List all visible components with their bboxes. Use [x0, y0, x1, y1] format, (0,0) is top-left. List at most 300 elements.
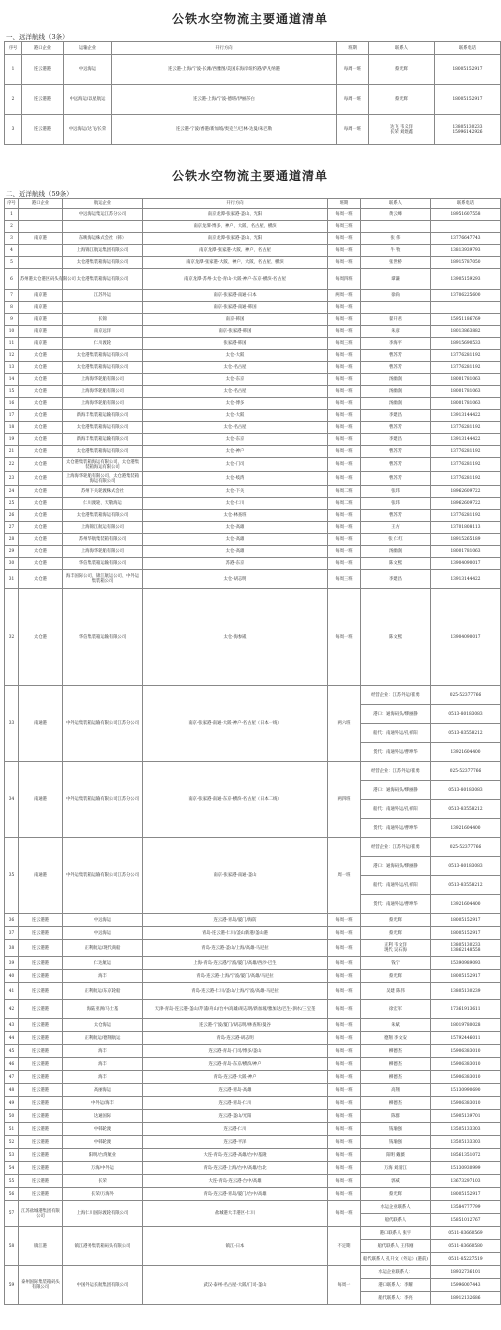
- cell-port: 连云港港: [19, 1084, 63, 1097]
- cell-schedule: 每周一班: [328, 1045, 361, 1058]
- table-row: [5, 970, 501, 983]
- cell-company: 苏州华航集装箱有限公司: [63, 534, 143, 546]
- cell-schedule: 每周三班: [328, 221, 361, 233]
- cell-contact: 李建昌: [361, 410, 431, 422]
- doc2-section-title: 二、近洋航线（59条）: [6, 190, 73, 198]
- cell-schedule: 每周一班: [328, 434, 361, 446]
- cell-no: 35: [5, 838, 19, 914]
- cell-route: 连云港-釜山/光阳: [143, 1110, 328, 1123]
- cell-phone: 18001781063: [431, 374, 501, 386]
- cell-no: 58: [5, 1227, 19, 1266]
- table-row: [5, 1201, 501, 1214]
- cell-port: 连云港港: [19, 1071, 63, 1084]
- column-header-route: 开行方向: [143, 199, 328, 209]
- cell-route: 南京龙潭-张家港-大阪、神户、名古屋: [143, 245, 328, 257]
- cell-company: 苏州下关轮渡株式会社: [63, 486, 143, 498]
- cell-contact: 曹苏芳: [361, 446, 431, 458]
- table-row: [5, 398, 501, 410]
- cell-contact: 港口：通海码头/缪丽静: [361, 781, 431, 800]
- cell-no: 2: [5, 221, 19, 233]
- cell-company: 中远海运/达飞/长荣: [64, 115, 112, 145]
- cell-route: 太仓-岐湾: [143, 472, 328, 486]
- cell-no: 2: [5, 85, 22, 115]
- column-header-port: 港口企业: [19, 199, 63, 209]
- column-header-phone: 联系电话: [431, 199, 501, 209]
- cell-schedule: 每周一班: [328, 1188, 361, 1201]
- cell-schedule: 每周一班: [328, 446, 361, 458]
- cell-company: 中远海运集运江苏分公司: [63, 209, 143, 221]
- doc2-table: [4, 198, 501, 1305]
- cell-no: 29: [5, 546, 19, 558]
- cell-schedule: 每周一班: [328, 350, 361, 362]
- cell-schedule: 每周一班: [328, 589, 361, 686]
- cell-route: 太仓-高雄: [143, 522, 328, 534]
- cell-company: [63, 221, 143, 233]
- table-row: [5, 762, 501, 781]
- cell-phone: 15130990690: [431, 1084, 501, 1097]
- cell-no: 23: [5, 472, 19, 486]
- cell-company: 达通国际: [63, 1110, 143, 1123]
- cell-no: 1: [5, 55, 22, 85]
- cell-no: 59: [5, 1266, 19, 1305]
- cell-phone: 13805130233 13862148558: [431, 940, 501, 957]
- table-row: [5, 55, 501, 85]
- cell-company: 上海海华轮船有限公司: [63, 546, 143, 558]
- cell-port: 连云港港: [19, 1000, 63, 1019]
- cell-company: 镇江港务集装箱码头有限公司: [63, 1227, 143, 1266]
- cell-schedule: 每周一班: [328, 374, 361, 386]
- cell-phone: 18932736101: [431, 1266, 501, 1279]
- cell-no: 10: [5, 326, 19, 338]
- cell-schedule: 每周一班: [328, 983, 361, 1000]
- cell-schedule: 每周一班: [328, 362, 361, 374]
- cell-phone: 13805130233 15996142926: [435, 115, 501, 145]
- cell-port: 南通港: [19, 762, 63, 838]
- table-row: [5, 209, 501, 221]
- cell-route: 南京-张家港-南通-大阪-神户-名古屋（日本一线）: [143, 686, 328, 762]
- cell-contact: 正利 韦文洋 现代 吴石海: [361, 940, 431, 957]
- cell-route: 连云港-上海/宁波-德班/伊丽莎白: [112, 85, 337, 115]
- cell-contact: 船代联系人：李亮: [361, 1292, 431, 1305]
- table-row: [5, 458, 501, 472]
- cell-phone: 18005152917: [431, 914, 501, 927]
- cell-port: 连云港港: [22, 55, 64, 85]
- cell-contact: 张 伟: [361, 233, 431, 245]
- table-row: [5, 472, 501, 486]
- cell-company: 正利航运/东京轮船: [63, 983, 143, 1000]
- cell-contact: 水运企业联系人：: [361, 1266, 431, 1279]
- table-row: [5, 410, 501, 422]
- cell-schedule: 每周一班: [328, 1058, 361, 1071]
- cell-port: 太仓港: [19, 410, 63, 422]
- cell-route: 连云港-上海/宁波-长滩/西雅图/美国东海岸纽约港/萨凡纳港: [112, 55, 337, 85]
- cell-schedule: 每周一班: [328, 558, 361, 570]
- cell-contact: 王方: [361, 522, 431, 534]
- cell-schedule: 每周一班: [328, 257, 361, 269]
- cell-company: 太仓港集装箱海运有限公司: [63, 350, 143, 362]
- cell-no: 36: [5, 914, 19, 927]
- cell-contact: 汤幽润: [361, 374, 431, 386]
- cell-no: 47: [5, 1071, 19, 1084]
- cell-company: 上海海华轮船有限公司、太仓港集装箱海运有限公司: [63, 472, 143, 486]
- cell-contact: 港口：通海码头/缪丽静: [361, 705, 431, 724]
- cell-contact: 张世桥: [361, 257, 431, 269]
- cell-company: 上海海华轮船有限公司: [63, 386, 143, 398]
- cell-phone: 15906383010: [431, 1058, 501, 1071]
- cell-contact: 吴建 陈伟: [361, 983, 431, 1000]
- cell-phone: 0511-83660580: [431, 1240, 501, 1253]
- cell-port: 太仓港: [19, 446, 63, 458]
- cell-contact: 船代：南通外运/孔祥阳: [361, 724, 431, 743]
- table-row: [5, 326, 501, 338]
- cell-port: 连云港港: [19, 983, 63, 1000]
- cell-contact: 陈文熙: [361, 558, 431, 570]
- cell-no: 3: [5, 233, 19, 245]
- cell-no: 40: [5, 970, 19, 983]
- column-header-company: 运输企业: [64, 42, 112, 55]
- cell-contact: 陈文熙: [361, 589, 431, 686]
- cell-schedule: 每周二班: [328, 486, 361, 498]
- cell-no: 19: [5, 434, 19, 446]
- cell-port: 连云港港: [19, 1175, 63, 1188]
- cell-contact: 高翔: [361, 1084, 431, 1097]
- cell-phone: 0511-83660569: [431, 1227, 501, 1240]
- cell-no: 9: [5, 314, 19, 326]
- cell-schedule: 每周一班: [337, 85, 369, 115]
- cell-route: 青岛-连云港-青岛/厦门/台中/高雄: [143, 1188, 328, 1201]
- table-row: [5, 350, 501, 362]
- cell-contact: 汤幽润: [361, 386, 431, 398]
- cell-phone: 15951186769: [431, 314, 501, 326]
- cell-contact: 柳德杰: [361, 1058, 431, 1071]
- cell-port: 太仓港: [19, 362, 63, 374]
- cell-schedule: 每周一班: [328, 233, 361, 245]
- cell-port: [19, 245, 63, 257]
- table-row: [5, 434, 501, 446]
- cell-contact: 张玮: [361, 498, 431, 510]
- cell-schedule: 两六班: [328, 686, 361, 762]
- table-row: [5, 686, 501, 705]
- cell-company: 中韩轮渡: [63, 1123, 143, 1136]
- cell-port: 南京港: [19, 326, 63, 338]
- cell-company: 上海锦江航运集团有限公司: [63, 245, 143, 257]
- cell-company: 中远海运/以星航运: [64, 85, 112, 115]
- cell-route: 南京-张家港-韩国: [143, 326, 328, 338]
- cell-company: 东映海运株式会社（韩）: [63, 233, 143, 245]
- cell-schedule: 每周一班: [328, 1032, 361, 1045]
- cell-contact: 牛 牧: [361, 245, 431, 257]
- cell-contact: 徐尚: [361, 290, 431, 302]
- cell-port: 太仓港: [19, 486, 63, 498]
- doc2-title: 公铁水空物流主要通道清单: [171, 169, 328, 183]
- cell-route: 南京龙潭-张家港-大阪、神户、大阪、名古屋、横滨: [143, 257, 328, 269]
- cell-route: 连云港-青岛-门司/博多/釜山: [143, 1045, 328, 1058]
- cell-company: 阳明/台湾航业: [63, 1149, 143, 1162]
- cell-contact: 货代：南通外运/曹坤华: [361, 895, 431, 914]
- cell-port: 连云港港: [22, 115, 64, 145]
- cell-phone: 13904090017: [431, 589, 501, 686]
- cell-company: 太仓港集装箱海运有限公司: [63, 257, 143, 269]
- table-row: [5, 1266, 501, 1279]
- cell-phone: 13921604400: [431, 743, 501, 762]
- cell-port: 连云港港: [19, 970, 63, 983]
- cell-schedule: 每周一班: [328, 927, 361, 940]
- cell-no: 16: [5, 398, 19, 410]
- cell-phone: 13805130239: [431, 983, 501, 1000]
- cell-schedule: 每周一班: [328, 326, 361, 338]
- cell-port: 太仓港: [19, 498, 63, 510]
- table-row: [5, 1000, 501, 1019]
- cell-phone: 18001781063: [431, 398, 501, 410]
- cell-phone: 18005152917: [431, 970, 501, 983]
- cell-company: 上海海华轮船有限公司: [63, 398, 143, 410]
- cell-no: 33: [5, 686, 19, 762]
- cell-company: 太仓港集装箱海运有限公司: [63, 422, 143, 434]
- cell-port: [19, 209, 63, 221]
- cell-port: 南京港: [19, 302, 63, 314]
- table-row: [5, 1162, 501, 1175]
- cell-phone: 15130930999: [431, 1162, 501, 1175]
- cell-route: 青岛-连云港-上海/宁波/厦门/高雄/马尼拉: [143, 970, 328, 983]
- cell-phone: 18912132686: [431, 1292, 501, 1305]
- cell-schedule: 两周一班: [328, 290, 361, 302]
- cell-contact: 张玮: [361, 486, 431, 498]
- cell-no: 43: [5, 1019, 19, 1032]
- cell-contact: 德翔 李文安: [361, 1032, 431, 1045]
- cell-no: 11: [5, 338, 19, 350]
- cell-no: 54: [5, 1162, 19, 1175]
- cell-port: 连云港港: [19, 1032, 63, 1045]
- cell-phone: 18005152917: [431, 1188, 501, 1201]
- cell-phone: 13776281192: [431, 472, 501, 486]
- cell-schedule: 每周一班: [328, 209, 361, 221]
- cell-phone: 15905139701: [431, 1110, 501, 1123]
- cell-contact: 朱斌: [361, 1019, 431, 1032]
- cell-phone: 13505133303: [431, 1123, 501, 1136]
- cell-route: 太仓-林查班: [143, 510, 328, 522]
- cell-schedule: 每周一班: [328, 398, 361, 410]
- cell-schedule: 每周一班: [328, 1149, 361, 1162]
- cell-contact: 曹苏芳: [361, 472, 431, 486]
- table-row: [5, 386, 501, 398]
- cell-phone: 15906383010: [431, 1045, 501, 1058]
- column-header-no: 序号: [5, 199, 19, 209]
- cell-contact: 钱宁: [361, 957, 431, 970]
- cell-phone: 18915787050: [431, 257, 501, 269]
- cell-phone: 13813939793: [431, 245, 501, 257]
- cell-port: 太仓港: [19, 434, 63, 446]
- cell-route: 太仓-东京: [143, 434, 328, 446]
- cell-route: 盐城港大丰港区-仁川: [143, 1201, 328, 1227]
- cell-contact: 钱瑜强: [361, 1123, 431, 1136]
- cell-schedule: 每周一班: [328, 1019, 361, 1032]
- cell-no: 51: [5, 1123, 19, 1136]
- cell-contact: 柳德杰: [361, 1097, 431, 1110]
- cell-phone: 15906383010: [431, 1097, 501, 1110]
- cell-company: 中远海运: [63, 914, 143, 927]
- cell-schedule: 每周一班: [328, 940, 361, 957]
- cell-no: 12: [5, 350, 19, 362]
- cell-contact: 蔡光辉: [369, 55, 435, 85]
- cell-phone: 15906383010: [431, 1071, 501, 1084]
- cell-company: 长荣/万海外: [63, 1188, 143, 1201]
- cell-phone: 13913144422: [431, 570, 501, 589]
- cell-phone: 025-52377766: [431, 686, 501, 705]
- table-row: [5, 1084, 501, 1097]
- cell-company: 海丰国际公司、锦江航运公司、中外运集装箱公司: [63, 570, 143, 589]
- cell-route: 太仓-大阪: [143, 350, 328, 362]
- cell-route: 太仓-神户: [143, 446, 328, 458]
- cell-company: 仁川渡轮、天敬海运: [63, 498, 143, 510]
- cell-phone: 13776281192: [431, 446, 501, 458]
- cell-schedule: 每周一班: [328, 472, 361, 486]
- cell-schedule: 每周一班: [328, 410, 361, 422]
- cell-no: 48: [5, 1084, 19, 1097]
- cell-contact: 汤幽润: [361, 398, 431, 410]
- cell-route: 太仓-海参崴: [143, 589, 328, 686]
- cell-port: 南京港: [19, 290, 63, 302]
- column-header-route: 开行方向: [112, 42, 337, 55]
- cell-no: 28: [5, 534, 19, 546]
- cell-phone: 13904090017: [431, 558, 501, 570]
- cell-schedule: 每周一班: [328, 1000, 361, 1019]
- cell-phone: 0513-83558212: [431, 876, 501, 895]
- cell-contact: 船代联系人: [361, 1214, 431, 1227]
- table-row: [5, 1019, 501, 1032]
- cell-port: 连云港港: [19, 1162, 63, 1175]
- table-row: [5, 245, 501, 257]
- cell-schedule: 每周四班: [328, 269, 361, 290]
- cell-contact: 港口：通海码头/缪丽静: [361, 857, 431, 876]
- cell-no: 13: [5, 362, 19, 374]
- cell-company: 中外运集装箱运输有限公司江苏分公司: [63, 686, 143, 762]
- cell-route: 南京-韩国: [143, 314, 328, 326]
- table-row: [5, 290, 501, 302]
- column-header-contact: 联系人: [369, 42, 435, 55]
- table-row: [5, 85, 501, 115]
- cell-contact: 蔡光辉: [361, 914, 431, 927]
- cell-route: 连云港-平泽: [143, 1136, 328, 1149]
- table-row: [5, 1071, 501, 1084]
- cell-phone: 13776281192: [431, 510, 501, 522]
- cell-phone: 0513-80183083: [431, 705, 501, 724]
- table-row: [5, 1097, 501, 1110]
- table-row: [5, 362, 501, 374]
- cell-port: 南京港: [19, 233, 63, 245]
- cell-phone: 025-52377766: [431, 762, 501, 781]
- cell-port: 太仓港: [19, 422, 63, 434]
- cell-schedule: 每周一班: [328, 957, 361, 970]
- cell-contact: 经营企业：江苏外运/崔勇: [361, 838, 431, 857]
- cell-route: 南京龙潭-苏州-太仓-青山-大阪-神户-东京-横滨-名古屋: [143, 269, 328, 290]
- cell-company: 新海丰集装箱运输有限公司: [63, 434, 143, 446]
- cell-contact: 货代：南通外运/曹坤华: [361, 743, 431, 762]
- cell-port: 连云港港: [22, 85, 64, 115]
- cell-contact: [361, 221, 431, 233]
- cell-route: 大连-青岛-连云港-台中/高雄: [143, 1175, 328, 1188]
- cell-company: 海丰: [63, 970, 143, 983]
- table-row: [5, 422, 501, 434]
- cell-port: 太仓港: [19, 472, 63, 486]
- cell-company: 华信集装箱运输有限公司: [63, 558, 143, 570]
- table-row: [5, 302, 501, 314]
- cell-company: 正利航运/现代商船: [63, 940, 143, 957]
- cell-no: 21: [5, 446, 19, 458]
- cell-phone: 13913144422: [431, 434, 501, 446]
- cell-no: 38: [5, 940, 19, 957]
- cell-schedule: 每周一班: [328, 1175, 361, 1188]
- cell-port: 太仓港: [19, 458, 63, 472]
- cell-contact: 谭谦: [361, 269, 431, 290]
- cell-phone: 18005152917: [431, 927, 501, 940]
- cell-contact: 曹苏芳: [361, 510, 431, 522]
- cell-route: 南京-张家港-南通-韩国: [143, 302, 328, 314]
- cell-no: 15: [5, 386, 19, 398]
- cell-schedule: 每周一班: [328, 314, 361, 326]
- cell-contact: 阳明 戴薇: [361, 1149, 431, 1162]
- cell-port: 太仓港: [19, 558, 63, 570]
- cell-port: 镇江港: [19, 1227, 63, 1266]
- cell-port: 太仓港: [19, 374, 63, 386]
- cell-company: 江苏外运: [63, 290, 143, 302]
- cell-no: 4: [5, 245, 19, 257]
- cell-phone: 13701808113: [431, 522, 501, 534]
- cell-schedule: 每周一班: [328, 386, 361, 398]
- cell-phone: 18013863882: [431, 326, 501, 338]
- cell-phone: 13913144422: [431, 410, 501, 422]
- cell-no: 46: [5, 1058, 19, 1071]
- cell-phone: 13584777799: [431, 1201, 501, 1214]
- cell-phone: 18915690533: [431, 338, 501, 350]
- cell-no: 26: [5, 510, 19, 522]
- cell-company: 上海仁川国际渡轮有限公司: [63, 1201, 143, 1227]
- cell-no: 5: [5, 257, 19, 269]
- cell-contact: 钱瑜强: [361, 1136, 431, 1149]
- cell-route: 镇江-日本: [143, 1227, 328, 1266]
- cell-route: 太仓-下关: [143, 486, 328, 498]
- cell-phone: 18962609722: [431, 486, 501, 498]
- table-row: [5, 1149, 501, 1162]
- cell-company: 长荣: [63, 1175, 143, 1188]
- cell-port: 南通港: [19, 838, 63, 914]
- cell-contact: 翟开君: [361, 314, 431, 326]
- cell-phone: 025-52377766: [431, 838, 501, 857]
- cell-port: 太仓港: [19, 510, 63, 522]
- cell-route: 太仓-胡志明: [143, 570, 328, 589]
- cell-route: 青岛-连云港-上海/台中/高雄/台北: [143, 1162, 328, 1175]
- cell-port: 连云港港: [19, 1058, 63, 1071]
- cell-company: 太仓港集装箱海运有限公司: [63, 510, 143, 522]
- cell-route: 太仓-高雄: [143, 546, 328, 558]
- cell-no: 27: [5, 522, 19, 534]
- cell-schedule: 每周三班: [328, 338, 361, 350]
- cell-route: 大连-青岛-连云港-高雄/台中/基隆: [143, 1149, 328, 1162]
- cell-company: 太仓港集装箱海运有限公司、太仓港集装箱海运有限公司: [63, 458, 143, 472]
- cell-contact: 船代：南通外运/孔祥阳: [361, 800, 431, 819]
- cell-no: 25: [5, 498, 19, 510]
- table-row: [5, 115, 501, 145]
- table-row: [5, 1227, 501, 1240]
- cell-phone: 0513-80183083: [431, 781, 501, 800]
- doc1-section-title: 一、远洋航线（3条）: [6, 33, 69, 41]
- cell-phone: 13776281192: [431, 458, 501, 472]
- cell-no: 55: [5, 1175, 19, 1188]
- table-row: [5, 522, 501, 534]
- cell-port: 太仓港: [19, 522, 63, 534]
- cell-phone: 13776647743: [431, 233, 501, 245]
- cell-no: 50: [5, 1110, 19, 1123]
- cell-port: 连云港港: [19, 1136, 63, 1149]
